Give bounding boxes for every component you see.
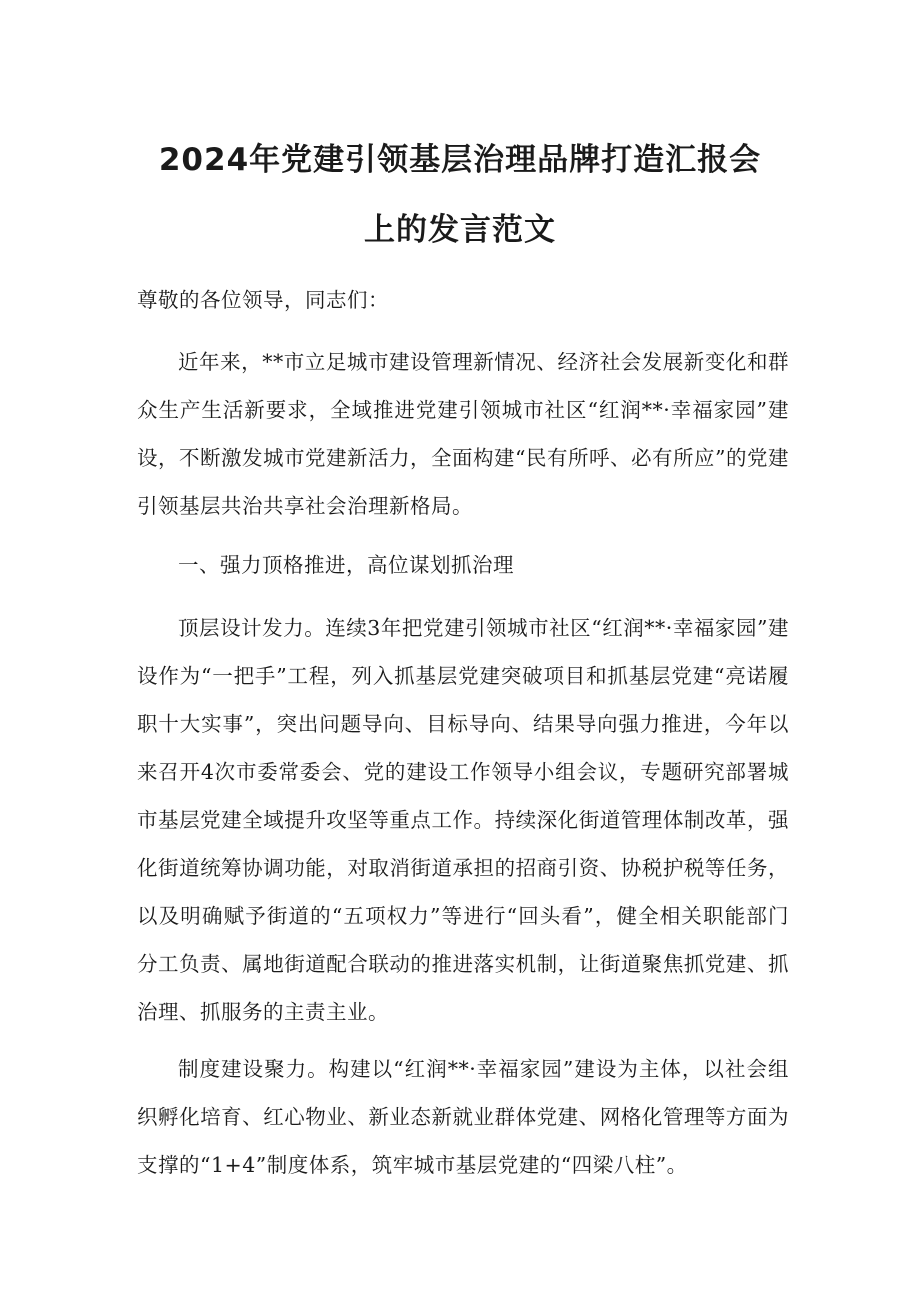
document-title-line-2: 上的发言范文 — [364, 212, 556, 248]
paragraph-top-level-design: 顶层设计发力。连续3年把党建引领城市社区“红润**·幸福家园”建设作为“一把手”工程，列入抓基层党建突破项目和抓基层党建“亮诺履职十大实事”，突出问题导向、目标导向、结果导向强力推进，今年以来召开4次市委常委会、党的建设工作领导小组会议，专题研究部署城市基层党建全域提升攻坚等重点工作。持续深化街道管理体制改革，强化街道统筹协调功能，对取消街道承担的招商引资、协税护税等任务，以及明确赋予街道的“五项权力”等进行“回头看”，健全相关职能部门分工负责、属地街道配合联动的推进落实机制，让街道聚焦抓党建、抓治理、抓服务的主责主业。 — [137, 616, 789, 1024]
section-heading-1: 一、强力顶格推进，高位谋划抓治理 — [178, 553, 514, 577]
paragraph-intro: 近年来，**市立足城市建设管理新情况、经济社会发展新变化和群众生产生活新要求，全域推进党建引领城市社区“红润**·幸福家园”建设，不断激发城市党建新活力，全面构建“民有所呼、必有所应”的党建引领基层共治共享社会治理新格局。 — [137, 350, 789, 518]
document-title-line-1: 2024年党建引领基层治理品牌打造汇报会 — [158, 142, 762, 178]
paragraph-institution-building: 制度建设聚力。构建以“红润**·幸福家园”建设为主体，以社会组织孵化培育、红心物业、新业态新就业群体党建、网格化管理等方面为支撑的“1+4”制度体系，筑牢城市基层党建的“四梁八柱”。 — [137, 1057, 789, 1177]
salutation: 尊敬的各位领导，同志们： — [137, 288, 389, 312]
